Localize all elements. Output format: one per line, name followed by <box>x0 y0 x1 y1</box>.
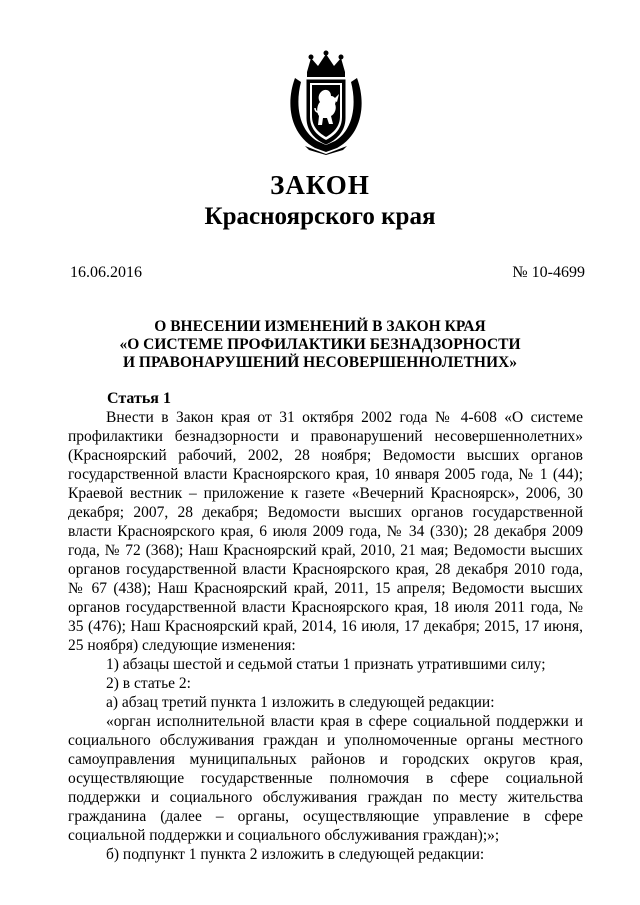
document-date: 16.06.2016 <box>70 264 142 281</box>
heading-line: О ВНЕСЕНИИ ИЗМЕНЕНИЙ В ЗАКОН КРАЯ <box>154 318 486 335</box>
article-title: Статья 1 <box>107 390 171 407</box>
body-paragraph: «орган исполнительной власти края в сфере социальной поддержки и социального обслуживания граждан и уполномоченные органы местного самоуправления муниципальных районов и городских округов края, осуществляющие государственные полномочия в сфере социальной поддержки и социального обслуживания граждан по месту жительства гражданина (далее – органы, осуществляющие управление в сфере социальной поддержки и социального обслуживания граждан);»; <box>68 713 583 844</box>
document-number: № 10-4699 <box>512 264 585 281</box>
body-paragraph: 2) в статье 2: <box>106 675 191 692</box>
law-heading <box>0 318 640 372</box>
coat-of-arms-emblem <box>285 50 367 155</box>
heading-line: «О СИСТЕМЕ ПРОФИЛАКТИКИ БЕЗНАДЗОРНОСТИ <box>119 336 521 353</box>
body-paragraph: Внести в Закон края от 31 октября 2002 года № 4-608 «О системе профилактики безнадзорности и правонарушений несовершеннолетних» (Красноярский рабочий, 2002, 28 ноября; Ведомости высших органов государственной власти Красноярского края, 10 января 2005 года, № 1 (44); Краевой вестник – приложение к газете «Вечерний Красноярск», 2006, 30 декабря; 2007, 28 декабря; Ведомости высших органов государственной власти Красноярского края, 6 июля 2009 года, № 34 (330); 28 декабря 2009 года, № 72 (368); Наш Красноярский край, 2010, 21 мая; Ведомости высших органов государственной власти Красноярского края, 28 декабря 2010 года, № 67 (438); Наш Красноярский край, 2011, 15 апреля; Ведомости высших органов государственной власти Красноярского края, 18 июля 2011 года, № 35 (476); Наш Красноярский край, 2014, 16 июля, 17 декабря; 2015, 17 июня, 25 ноября) следующие изменения: <box>68 409 583 654</box>
body-paragraph: а) абзац третий пункта 1 изложить в следующей редакции: <box>106 694 495 711</box>
document-title: ЗАКОН <box>270 170 370 200</box>
document-subtitle: Красноярского края <box>204 203 436 230</box>
body-paragraph: 1) абзацы шестой и седьмой статьи 1 признать утратившими силу; <box>106 656 546 673</box>
body-paragraph: б) подпункт 1 пункта 2 изложить в следующей редакции: <box>106 846 485 863</box>
article-body <box>68 408 583 864</box>
heading-line: И ПРАВОНАРУШЕНИЙ НЕСОВЕРШЕННОЛЕТНИХ» <box>122 354 517 371</box>
